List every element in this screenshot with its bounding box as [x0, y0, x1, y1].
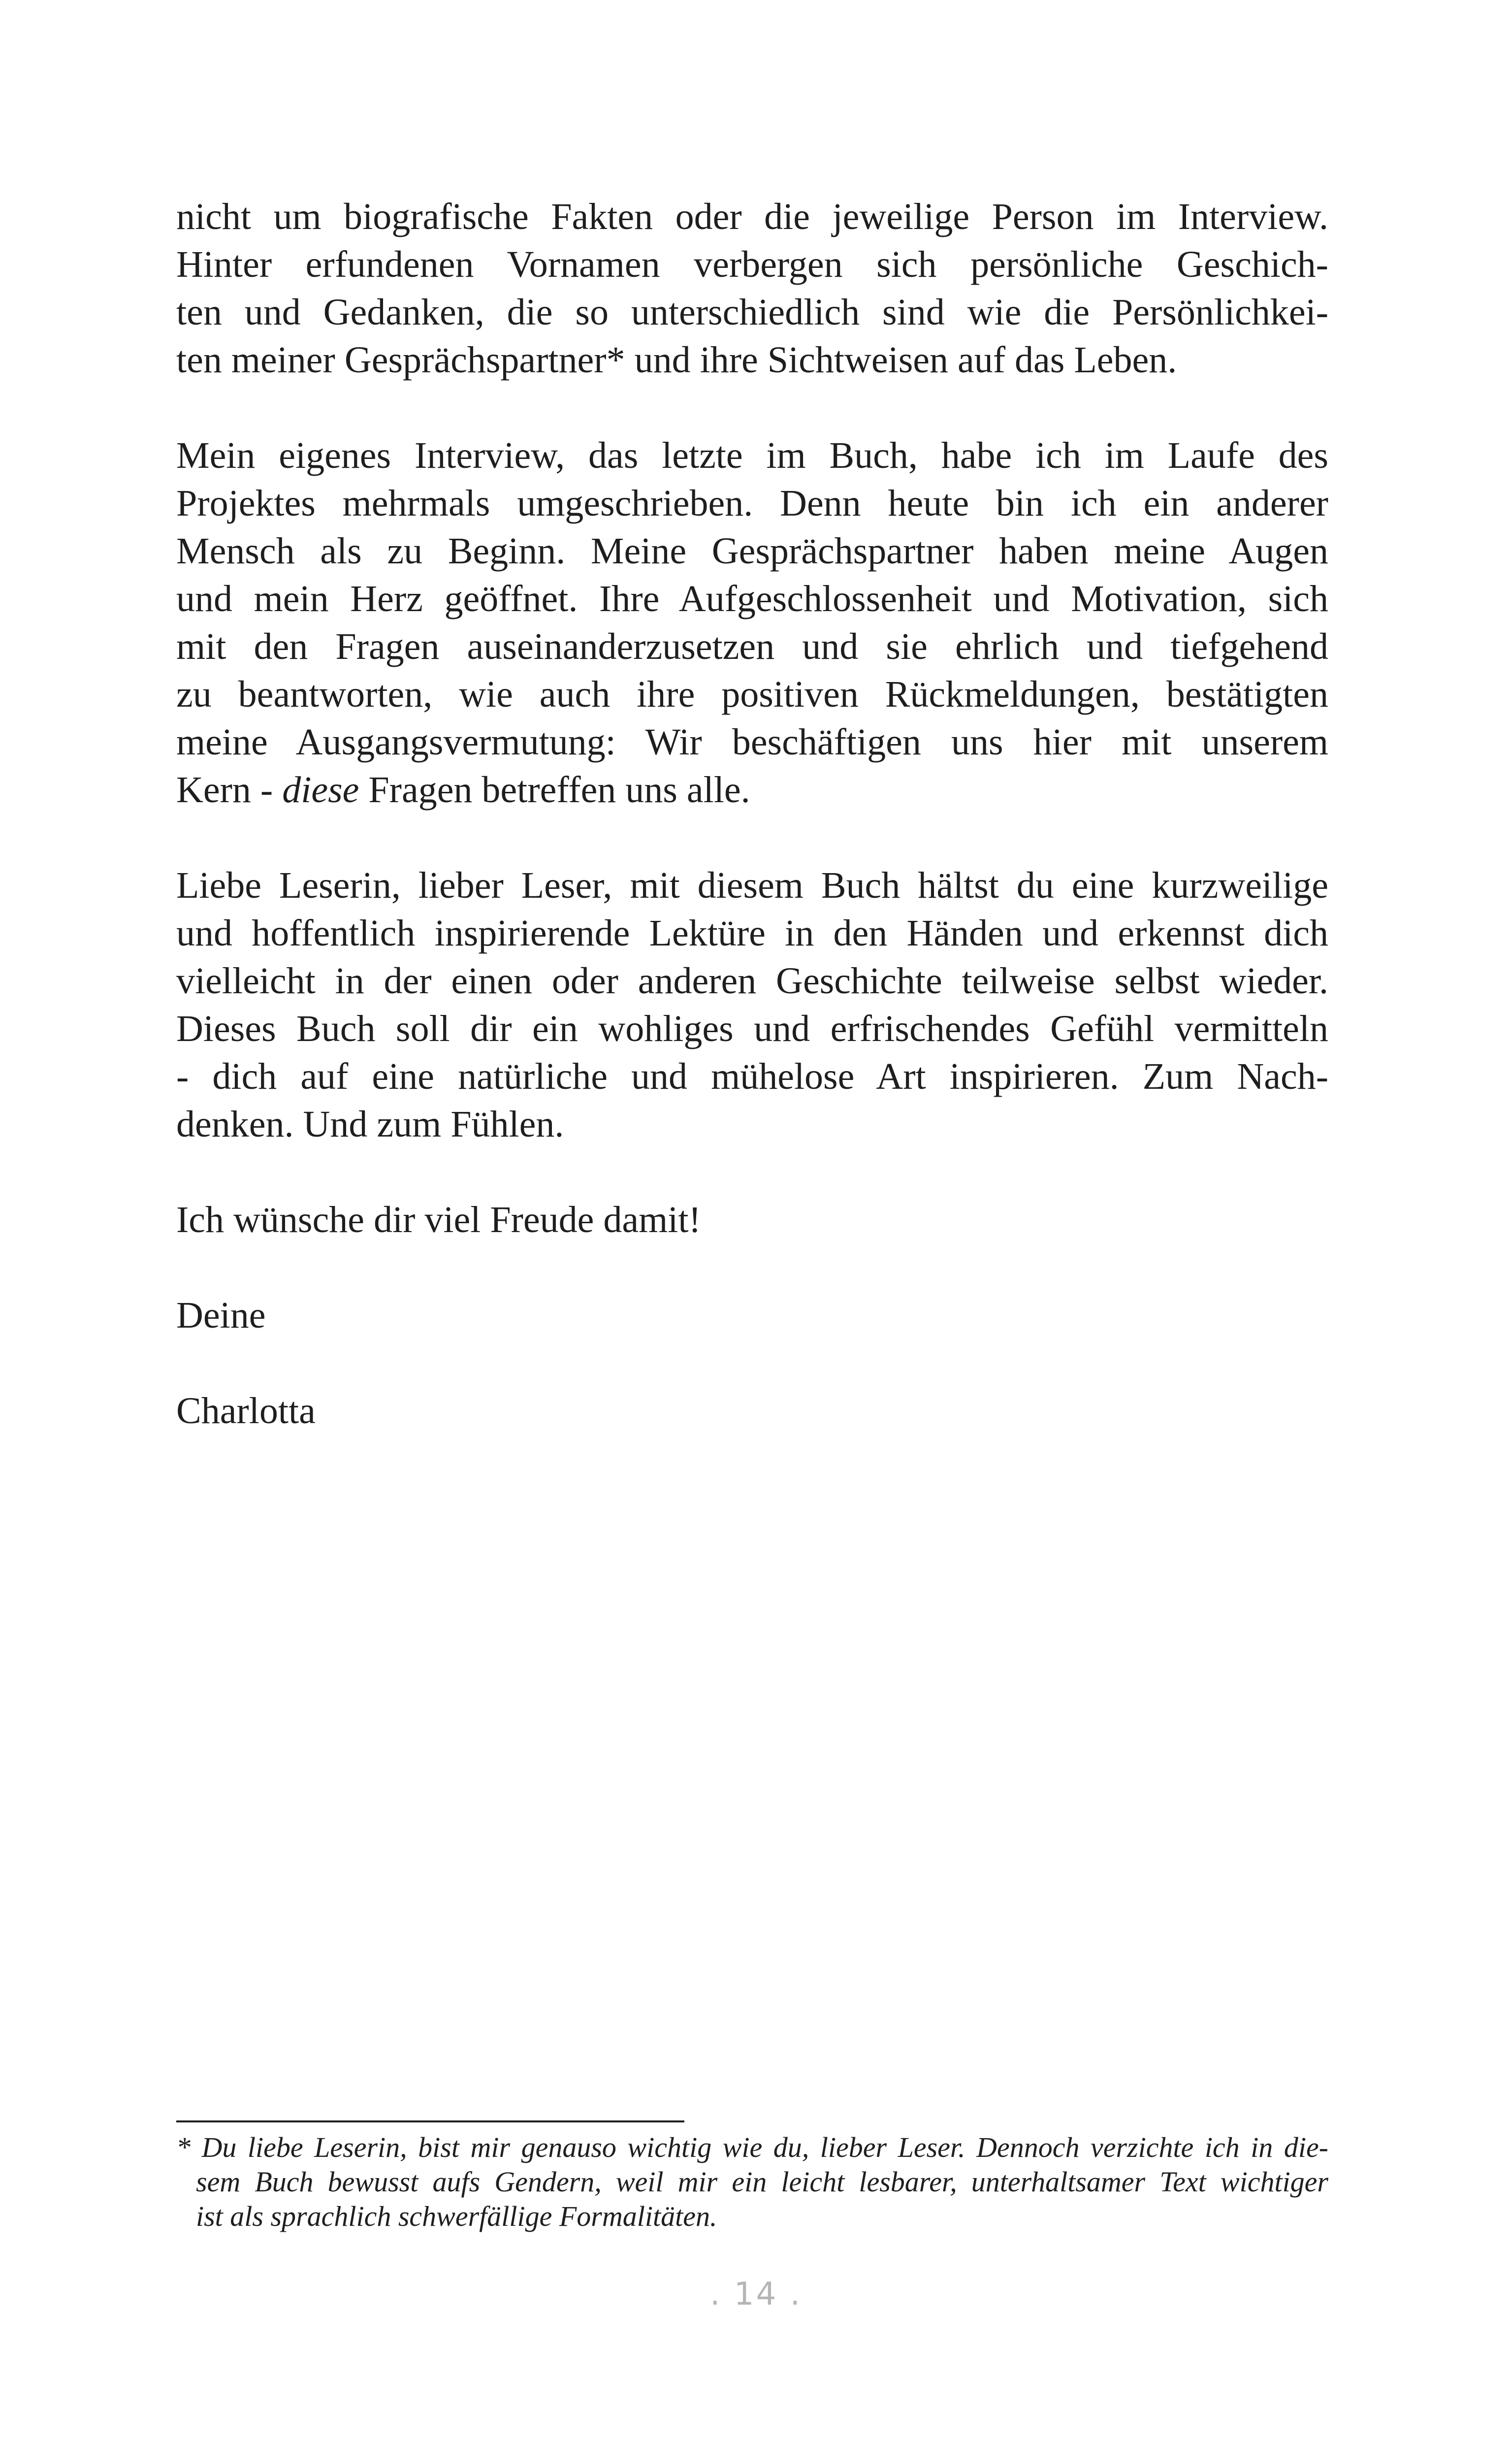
text-segment: Kern - [176, 769, 283, 811]
text-line: ten meiner Gesprächspartner* und ihre Sichtweisen auf das Leben. [176, 339, 1177, 381]
text-line: Mensch als zu Beginn. Meine Gesprächspartner haben meine Augen [176, 530, 1328, 572]
paragraph-3 [176, 862, 1328, 1148]
text-line: mit den Fragen auseinanderzusetzen und sie ehrlich und tiefgehend [176, 626, 1328, 667]
text-line: denken. Und zum Fühlen. [176, 1104, 564, 1145]
text-line: Dieses Buch soll dir ein wohliges und erfrischendes Gefühl vermitteln [176, 1008, 1328, 1049]
text-line: Projektes mehrmals umgeschrieben. Denn heute bin ich ein anderer [176, 483, 1328, 524]
closing-wish: Ich wünsche dir viel Freude damit! [176, 1199, 701, 1240]
text-line: zu beantworten, wie auch ihre positiven Rückmeldungen, bestätigten [176, 674, 1328, 715]
text-segment: Fragen betreffen uns alle. [359, 769, 750, 811]
footnote-divider [176, 2120, 684, 2122]
text-line: und mein Herz geöffnet. Ihre Aufgeschlossenheit und Motivation, sich [176, 578, 1328, 619]
text-line: vielleicht in der einen oder anderen Geschichte teilweise selbst wieder. [176, 960, 1328, 1002]
main-text [176, 193, 1328, 1483]
paragraph-1 [176, 193, 1328, 384]
text-line: meine Ausgangsvermutung: Wir beschäftigen uns hier mit unserem [176, 721, 1328, 763]
footnote [176, 2130, 1328, 2234]
footnote-line: ist als sprachlich schwerfällige Formalitäten. [196, 2200, 717, 2232]
text-line: und hoffentlich inspirierende Lektüre in den Händen und erkennst dich [176, 912, 1328, 954]
text-line: Mein eigenes Interview, das letzte im Buch, habe ich im Laufe des [176, 435, 1328, 476]
text-line: nicht um biografische Fakten oder die jeweilige Person im Interview. [176, 196, 1328, 237]
signature: Charlotta [176, 1390, 316, 1432]
text-line [176, 766, 1328, 814]
paragraph-2 [176, 432, 1328, 814]
footnote-line: * Du liebe Leserin, bist mir genauso wichtig wie du, lieber Leser. Dennoch verzichte ich in die- [176, 2131, 1328, 2163]
salutation: Deine [176, 1295, 266, 1336]
emphasized-word: diese [282, 769, 359, 811]
text-line: - dich auf eine natürliche und mühelose Art inspirieren. Zum Nach- [176, 1056, 1328, 1097]
text-line: ten und Gedanken, die so unterschiedlich sind wie die Persönlichkei- [176, 292, 1328, 333]
text-line: Liebe Leserin, lieber Leser, mit diesem Buch hältst du eine kurzweilige [176, 865, 1328, 906]
text-line: Hinter erfundenen Vornamen verbergen sich persönliche Geschich- [176, 244, 1328, 285]
page-number: . 14 . [710, 2276, 802, 2313]
footnote-line: sem Buch bewusst aufs Gendern, weil mir ein leicht lesbarer, unterhaltsamer Text wichtiger [196, 2166, 1328, 2198]
